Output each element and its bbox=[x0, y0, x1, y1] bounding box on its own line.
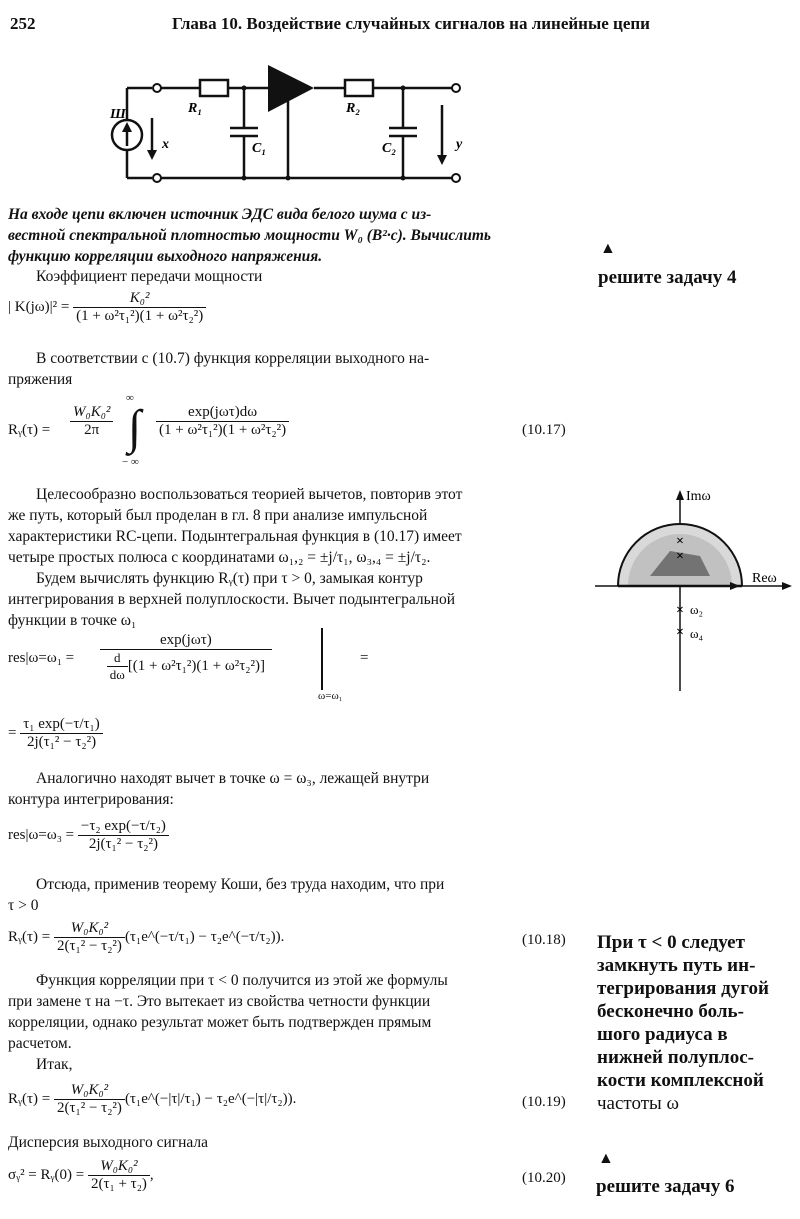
equation-10-18: Rᵧ(τ) = $\frac{\text{W₀K₀²}}{\text{2(τ₁² − τ₂²)}}$ (τ₁e^(−τ/τ₁) − τ₂e^(−τ/τ₂)). (10.18) bbox=[8, 920, 566, 954]
pole-w4-label: ω₄ bbox=[690, 626, 704, 641]
svg-text:×: × bbox=[676, 549, 684, 564]
chapter-title: Глава 10. Воздействие случайных сигналов на линейные цепи bbox=[172, 14, 650, 33]
svg-text:×: × bbox=[676, 534, 684, 549]
page-number: 252 bbox=[10, 14, 36, 33]
text-power-coefficient: Коэффициент передачи мощности bbox=[36, 268, 263, 285]
triangle-marker-icon-2: ▲ bbox=[598, 1150, 614, 1167]
paragraph-correlation: В соответствии с (10.7) функция корреляции выходного на- пряжения bbox=[8, 350, 430, 388]
r1-label: R₁ bbox=[188, 101, 203, 116]
text-variance: Дисперсия выходного сигнала bbox=[8, 1134, 209, 1151]
task-4-link[interactable]: решите задачу 4 bbox=[598, 267, 737, 288]
equation-residue-w1: res|ω=ω₁ = exp(jωτ) $\frac{d}{d\omega}$ [(1 + ω²τ₁²)(1 + ω²τ₂²)] ω=ω₁ = bbox=[8, 632, 388, 712]
circuit-diagram bbox=[100, 60, 480, 195]
paragraph-residues: Целесообразно воспользоваться теорией вычетов, повторив этот же путь, который был проделан в гл. 8 при анализе импульсной характеристики RC-цепи. Подынтегральная функция в (10.17) имеет четыре простых полюса с координатами ω₁,₂ = ±j/τ₁, ω₃,₄ = ±j/τ₂. Будем вычислять функцию Rᵧ(τ) при τ > 0, замыкая контур интегрирования в верхней полуплоскости. Вычет подынтегральной функции в точке ω₁ bbox=[8, 486, 463, 629]
r2-label: R₂ bbox=[346, 101, 361, 116]
svg-text:×: × bbox=[676, 625, 684, 640]
problem-statement: На входе цепи включен источник ЭДС вида белого шума с из- вестной спектральной плотностью мощности W₀ (В²·с). Вычислить функцию корреляции выходного напряжения. bbox=[8, 206, 492, 265]
c2-label: C₂ bbox=[382, 141, 397, 156]
equation-residue-w3: res|ω=ω₃ = $\frac{\text{−τ₂ exp(−τ/τ₂)}}{\text{2j(τ₁² − τ₂²)}}$ bbox=[8, 818, 169, 853]
paragraph-negative-tau: Функция корреляции при τ < 0 получится из этой же формулы при замене τ на −τ. Это вытекает из свойства четности функции корреляции, однако результат может быть подтвержден прямым расчетом. Итак, bbox=[8, 972, 448, 1073]
pole-w2-label: ω₂ bbox=[690, 602, 704, 617]
sidebar-note: При τ < 0 следует замкнуть путь ин- тегрирования дугой бесконечно боль- шого радиуса в нижней полуплос- кости комплексной частоты ω bbox=[597, 932, 769, 1114]
c1-label: C₁ bbox=[252, 141, 267, 156]
equation-10-17: Rᵧ(τ) = $\frac{\text{W₀K₀²}}{2\pi}$ ∞ ∫ − ∞ exp(jωτ)dω (1 + ω²τ₁²)(1 + ω²τ₂²) (10.17) bbox=[8, 392, 566, 468]
triangle-marker-icon: ▲ bbox=[600, 240, 616, 257]
y-label: y bbox=[456, 137, 463, 152]
re-axis-label: Reω bbox=[752, 571, 777, 586]
equation-transfer: | K(jω)|² = $\frac{\text{K₀²}}{\text{(1 + ω²τ₁²)(1 + ω²τ₂²)}}$ bbox=[8, 290, 206, 325]
x-label: x bbox=[162, 137, 169, 152]
paragraph-residue-w3: Аналогично находят вычет в точке ω = ω₃, лежащей внутри контура интегрирования: bbox=[8, 770, 430, 808]
source-label: Ш bbox=[110, 107, 126, 122]
task-6-link[interactable]: решите задачу 6 bbox=[596, 1176, 735, 1197]
equation-10-19: Rᵧ(τ) = $\frac{\text{W₀K₀²}}{\text{2(τ₁² − τ₂²)}}$ (τ₁e^(−|τ|/τ₁) − τ₂e^(−|τ|/τ₂)). (10.19) bbox=[8, 1082, 566, 1116]
equation-10-20: σᵧ² = Rᵧ(0) = $\frac{\text{W₀K₀²}}{\text{2(τ₁ + τ₂)}}$ , (10.20) bbox=[8, 1158, 566, 1192]
complex-plane-diagram bbox=[590, 486, 795, 696]
equation-residue-w1-result: = $\frac{\text{τ₁ exp(−τ/τ₁)}}{\text{2j(τ₁² − τ₂²)}}$ bbox=[8, 716, 103, 751]
svg-text:×: × bbox=[676, 603, 684, 618]
integral-icon: ∫ bbox=[128, 401, 142, 454]
im-axis-label: Imω bbox=[686, 489, 711, 504]
paragraph-cauchy: Отсюда, применив теорему Коши, без труда находим, что при τ > 0 bbox=[8, 876, 445, 914]
